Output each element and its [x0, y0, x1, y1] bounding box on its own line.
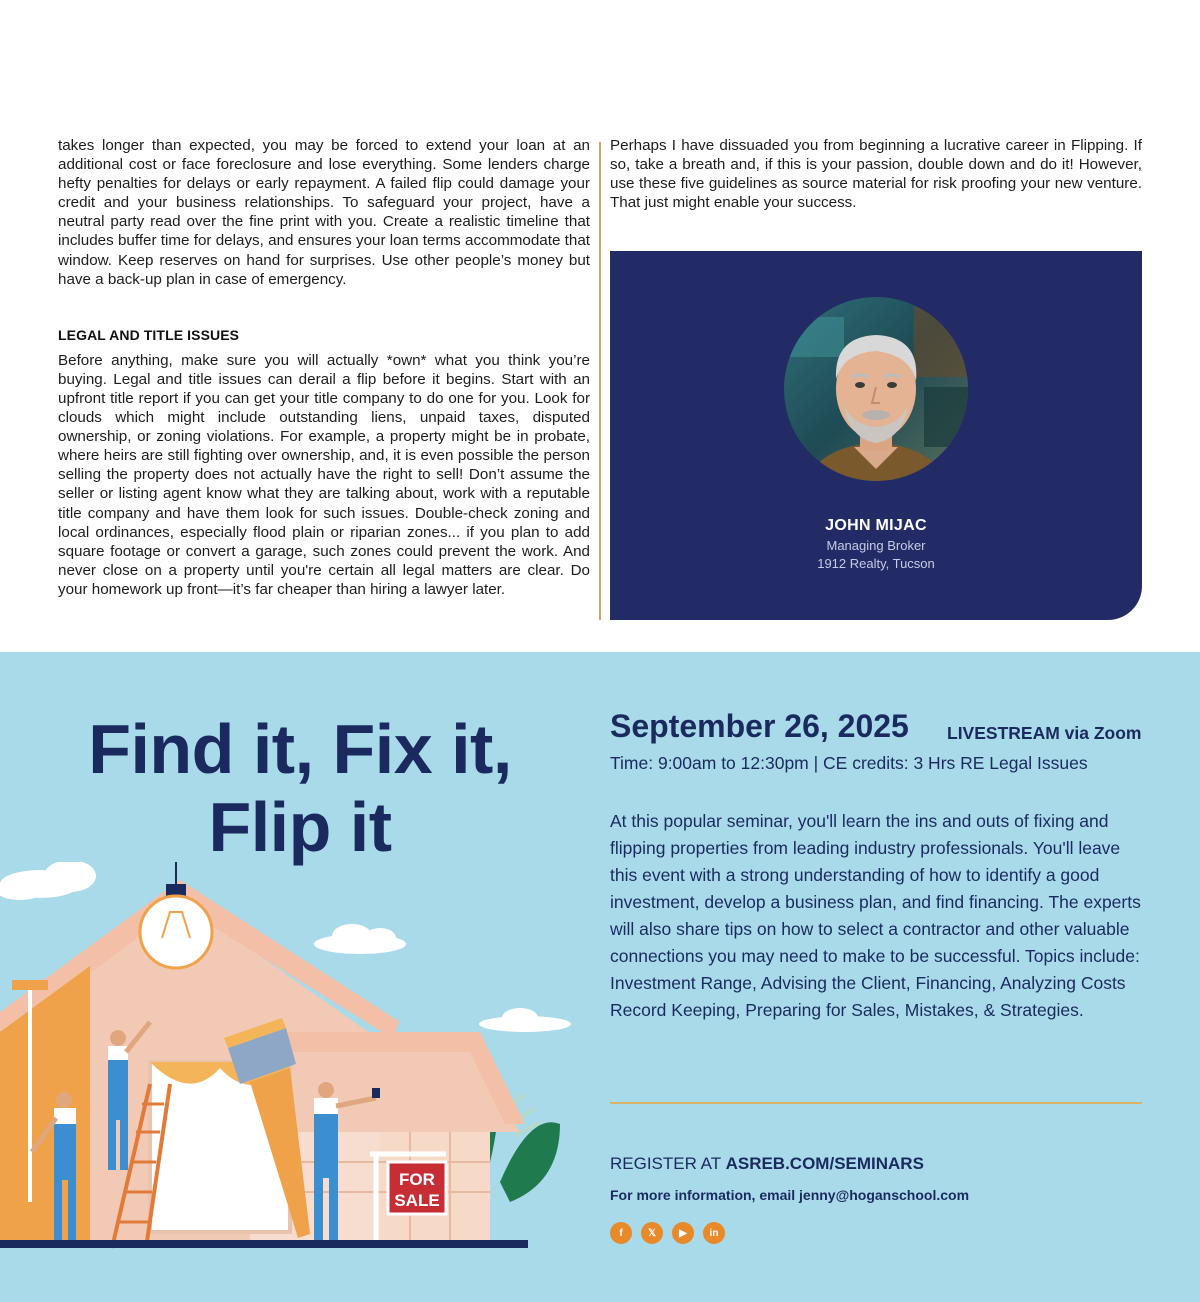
seminar-title-line2: Flip it: [208, 788, 392, 866]
author-role: Managing Broker: [826, 538, 926, 553]
author-card: [610, 251, 1142, 620]
seminar-title: [20, 710, 580, 866]
author-company: 1912 Realty, Tucson: [817, 556, 935, 571]
social-links: [610, 1222, 725, 1244]
gold-divider: [610, 1102, 1142, 1104]
for-sale-sign-line1: FOR: [399, 1170, 435, 1189]
linkedin-icon[interactable]: in: [703, 1222, 725, 1244]
seminar-ad: [0, 652, 1200, 1302]
legal-title-paragraph: Before anything, make sure you will actually *own* what you think you’re buying. Legal and title issues can derail a flip before it begins. Start with an upfront title report if you can get your title company to do one for you. Look for clouds which might include outstanding liens, unpaid taxes, disputed ownership, or zoning violations. For example, a property might be in probate, where heirs are still fighting over ownership, and, it is even possible the person selling the property does not actually have the right to sell! Don’t assume the seller or listing agent know what they are talking about, work with a reputable title company and have them look for such issues. Double-check zoning and local ordinances, especially flood plain or riparian zones... if you plan to add square footage or convert a garage, such zones could prevent the work. And never close on a property until you're certain all legal matters are clear. Do your homework up front—it’s far cheaper than hiring a lawyer later.: [58, 351, 590, 598]
more-info-email[interactable]: For more information, email jenny@hoganschool.com: [610, 1187, 970, 1203]
column-divider: [599, 142, 601, 620]
for-sale-sign-line2: SALE: [394, 1191, 440, 1210]
seminar-title-line1: Find it, Fix it,: [88, 710, 512, 788]
event-time: Time: 9:00am to 12:30pm | CE credits: 3 Hrs RE Legal Issues: [610, 753, 1088, 773]
author-name: JOHN MIJAC: [825, 517, 927, 534]
article-right-column: [610, 136, 1142, 212]
article-left-column: [58, 136, 590, 599]
facebook-icon[interactable]: f: [610, 1222, 632, 1244]
house-flip-illustration: [0, 862, 580, 1252]
event-mode: LIVESTREAM via Zoom: [947, 723, 1142, 743]
intro-paragraph: takes longer than expected, you may be forced to extend your loan at an additional cost or face foreclosure and lose everything. Some lenders charge hefty penalties for delays or early repayment. A failed flip could damage your credit and your business relationships. To safeguard your project, have a neutral party read over the fine print with you. Create a realistic timeline that includes buffer time for delays, and ensures your loan terms accommodate that window. Keep reserves on hand for surprises. Use other people’s money but have a back-up plan in case of emergency.: [58, 137, 590, 288]
register-line: [610, 1154, 924, 1174]
register-link[interactable]: ASREB.COM/SEMINARS: [725, 1154, 924, 1173]
event-description: At this popular seminar, you'll learn the ins and outs of fixing and flipping properties from leading industry professionals. You'll leave this event with a strong understanding of how to identify a good investment, develop a business plan, and find financing. The experts will also share tips on how to select a contractor and other valuable connections you may need to make to be successful. Topics include: Investment Range, Advising the Client, Financing, Analyzing Costs Record Keeping, Preparing for Sales, Mistakes, & Strategies.: [610, 811, 1141, 1020]
closing-paragraph: Perhaps I have dissuaded you from beginning a lucrative career in Flipping. If so, take a breath and, if this is your passion, double down and do it! However, use these five guidelines as source material for risk proofing your new venture. That just might enable your success.: [610, 137, 1142, 212]
author-photo: [784, 297, 968, 481]
register-prefix: REGISTER AT: [610, 1154, 721, 1173]
x-icon[interactable]: 𝕏: [641, 1222, 663, 1244]
youtube-icon[interactable]: ▶: [672, 1222, 694, 1244]
section-heading-legal-title: LEGAL AND TITLE ISSUES: [58, 326, 240, 343]
event-date: September 26, 2025: [610, 708, 909, 744]
